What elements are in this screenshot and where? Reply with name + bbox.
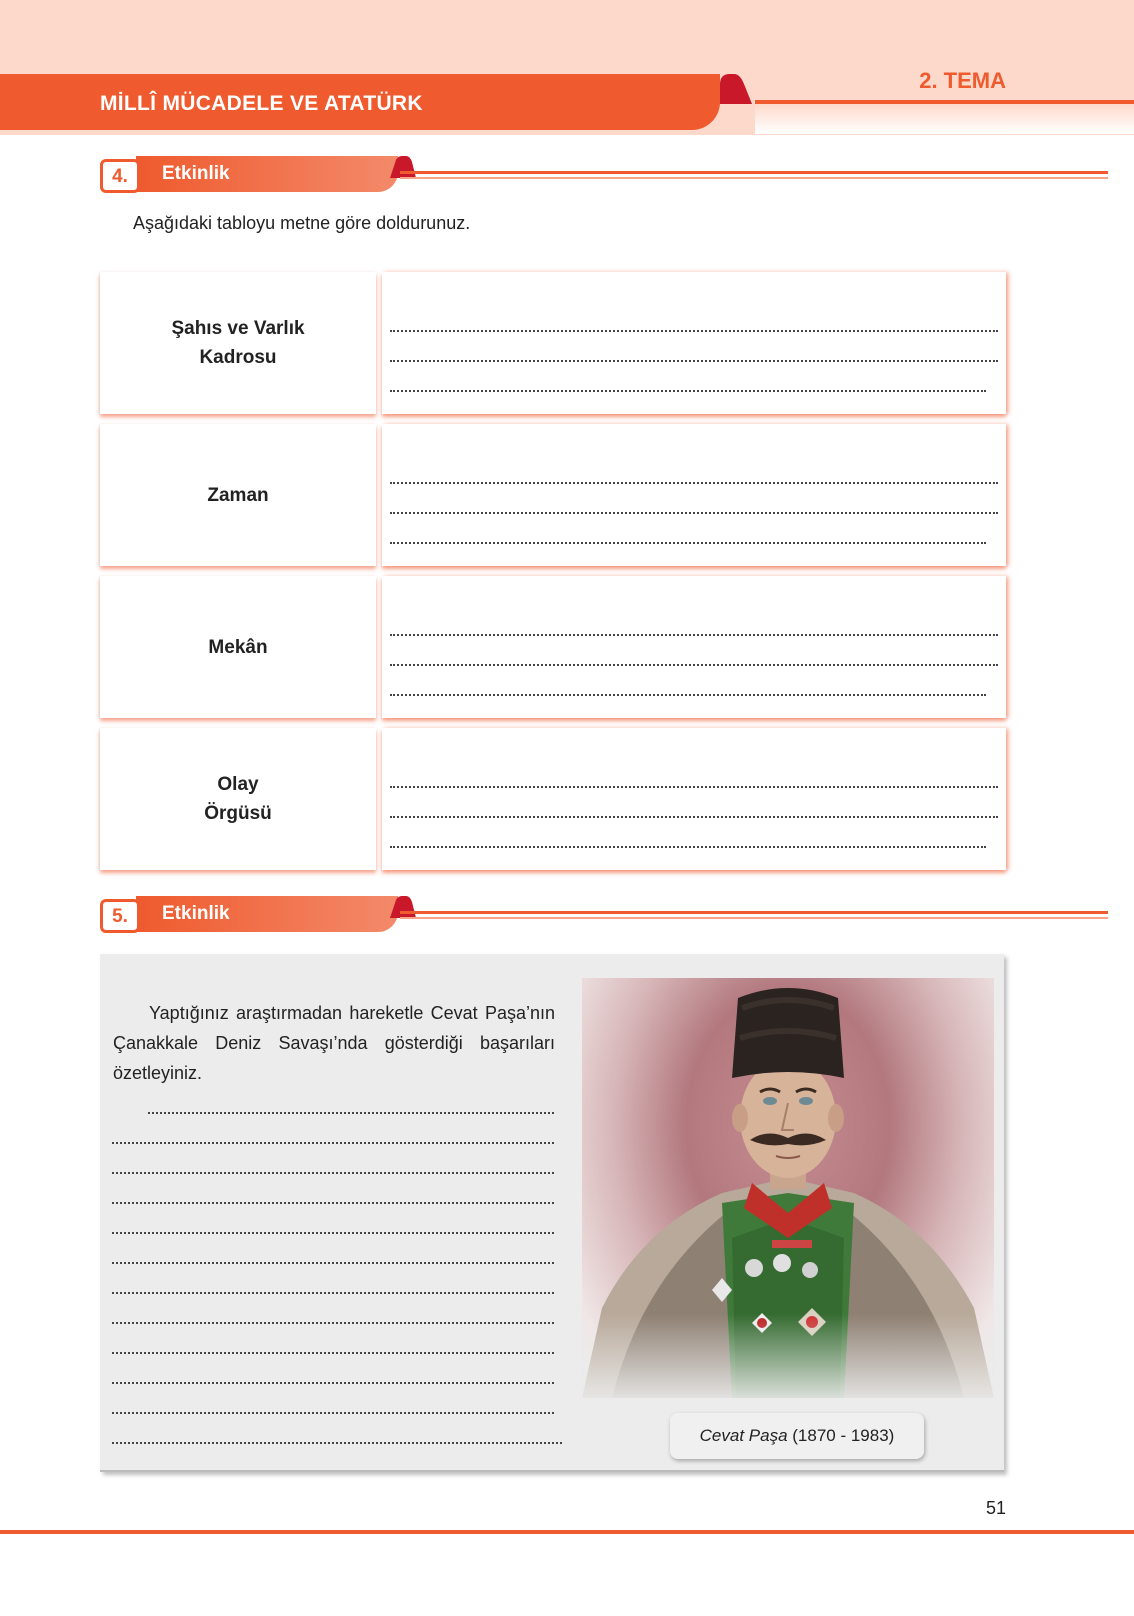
answer-line xyxy=(390,816,998,818)
answer-line xyxy=(112,1412,554,1414)
answer-line xyxy=(112,1382,554,1384)
answer-area-place[interactable] xyxy=(382,576,1006,718)
row-label-cell xyxy=(100,424,376,566)
theme-fade xyxy=(755,104,1134,134)
page-title: MİLLÎ MÜCADELE VE ATATÜRK xyxy=(100,92,423,115)
answer-line xyxy=(112,1262,554,1264)
row-label-cell xyxy=(100,728,376,870)
answer-line xyxy=(390,390,986,392)
answer-line xyxy=(112,1292,554,1294)
answer-line xyxy=(390,330,998,332)
activity-4-instruction: Aşağıdaki tabloyu metne göre doldurunuz. xyxy=(133,213,471,233)
row-label-line1: Zaman xyxy=(207,484,269,506)
answer-line xyxy=(112,1202,554,1204)
answer-line xyxy=(390,634,998,636)
answer-line xyxy=(390,694,986,696)
answer-area-time[interactable] xyxy=(382,424,1006,566)
row-label-line1: Şahıs ve Varlık xyxy=(171,318,305,339)
activity-5-prompt-text: Yaptığınız araştırmadan hareketle Cevat Paşa’nın Çanakkale Deniz Savaşı’nda gösterdiği başarıları özetleyiniz. xyxy=(113,1003,555,1083)
answer-area-characters[interactable] xyxy=(382,272,1006,414)
activity-5-label: Etkinlik xyxy=(162,903,230,924)
answer-line xyxy=(390,542,986,544)
row-label-line1: Olay xyxy=(217,774,259,795)
activity-5-header xyxy=(100,896,1010,940)
activity-5-prompt xyxy=(113,998,555,1088)
table-row-plot xyxy=(100,728,1006,870)
row-label-line2: Kadrosu xyxy=(199,347,277,368)
answer-area-plot[interactable] xyxy=(382,728,1006,870)
answer-line xyxy=(112,1232,554,1234)
activity-4-header xyxy=(100,156,1010,200)
caption-name: Cevat Paşa xyxy=(699,1426,788,1445)
activity-5-tab xyxy=(390,896,420,918)
footer-rule xyxy=(0,1530,1134,1534)
activity-4-label: Etkinlik xyxy=(162,163,230,184)
answer-line xyxy=(112,1352,554,1354)
answer-line xyxy=(112,1172,554,1174)
caption-years: (1870 - 1983) xyxy=(792,1426,895,1445)
answer-line xyxy=(390,846,986,848)
answer-line xyxy=(390,482,998,484)
table-row-time xyxy=(100,424,1006,566)
answer-line xyxy=(148,1112,554,1114)
theme-label: 2. TEMA xyxy=(919,68,1006,93)
portrait-photo xyxy=(582,978,994,1398)
answer-line xyxy=(390,786,998,788)
activity-4-rule xyxy=(400,171,1108,174)
table-row-place xyxy=(100,576,1006,718)
activity-4-number: 4. xyxy=(100,159,140,193)
row-label-cell xyxy=(100,272,376,414)
answer-line xyxy=(112,1442,562,1444)
title-bar-tab xyxy=(720,74,760,104)
answer-line xyxy=(112,1142,554,1144)
row-label-cell xyxy=(100,576,376,718)
portrait-illustration xyxy=(582,978,994,1398)
answer-line xyxy=(390,360,998,362)
table-row-characters xyxy=(100,272,1006,414)
page-number: 51 xyxy=(986,1498,1007,1518)
row-label-line1: Mekân xyxy=(208,636,268,658)
answer-line xyxy=(112,1322,554,1324)
answer-line xyxy=(390,664,998,666)
activity-5-rule-light xyxy=(400,917,1108,919)
row-label-line2: Örgüsü xyxy=(204,803,272,824)
activity-4-tab xyxy=(390,156,420,178)
activity-5-number: 5. xyxy=(100,899,140,933)
activity-4-rule-light xyxy=(400,177,1108,179)
activity-5-rule xyxy=(400,911,1108,914)
portrait-caption xyxy=(670,1413,924,1459)
answer-line xyxy=(390,512,998,514)
